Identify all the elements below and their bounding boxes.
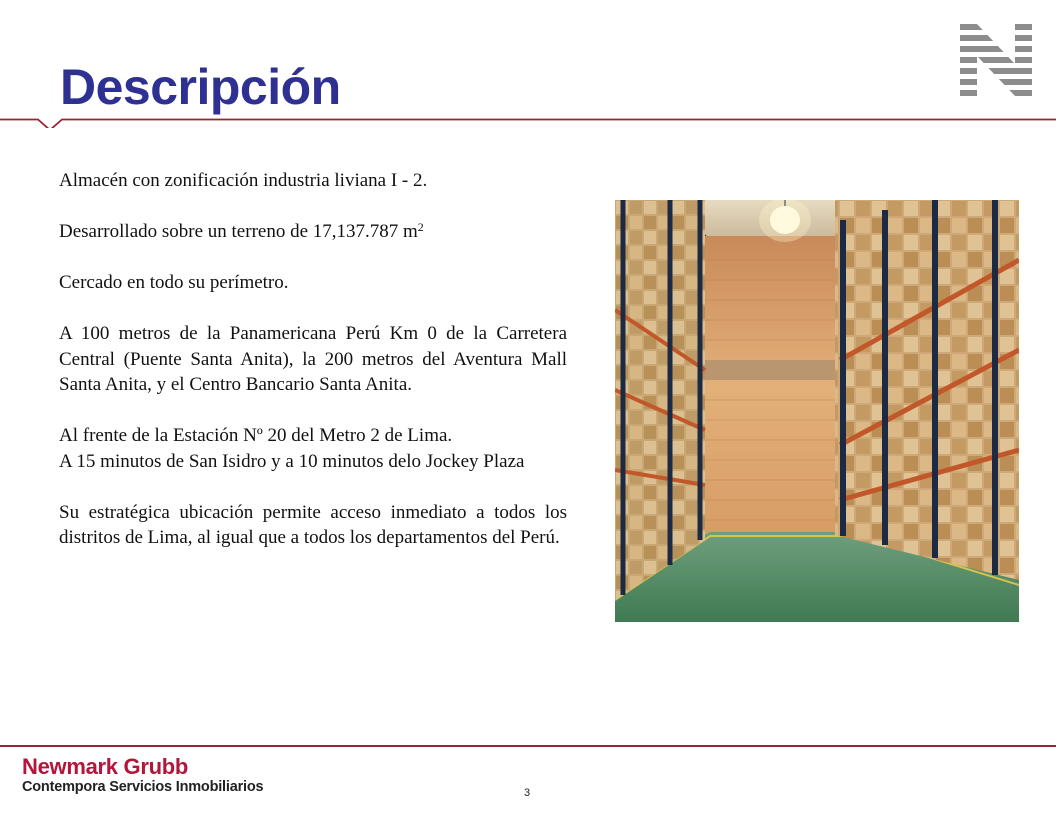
header-divider [0, 112, 1056, 128]
brand-name: Newmark Grubb [22, 754, 189, 779]
footer-divider [0, 745, 1056, 747]
brand-subtitle: Contempora Servicios Inmobiliarios [22, 779, 264, 795]
paragraph-metro: Al frente de la Estación Nº 20 del Metro 2 de Lima. [59, 425, 453, 446]
page-number: 3 [524, 787, 531, 799]
paragraph-zoning: Almacén con zonificación industria liviana I - 2. [59, 170, 428, 191]
paragraph-distance: A 15 minutos de San Isidro y a 10 minutos delo Jockey Plaza [59, 450, 525, 472]
warehouse-photo [615, 200, 1019, 622]
paragraph-access: Su estratégica ubicación permite acceso inmediato a todos los distritos de Lima, al igual que a todos los departamentos del Perú. [59, 501, 567, 548]
page-title: Descripción [60, 59, 341, 115]
paragraph-location: A 100 metros de la Panamericana Perú Km 0 de la Carretera Central (Puente Santa Anita), la 200 metros del Aventura Mall Santa Anita, y el Centro Bancario Santa Anita. [59, 323, 567, 395]
newmark-n-logo-icon [960, 24, 1032, 96]
paragraph-fence: Cercado en todo su perímetro. [59, 272, 289, 293]
description-text [59, 168, 567, 576]
paragraph-land: Desarrollado sobre un terreno de 17,137.787 $m^2$ [59, 220, 424, 242]
